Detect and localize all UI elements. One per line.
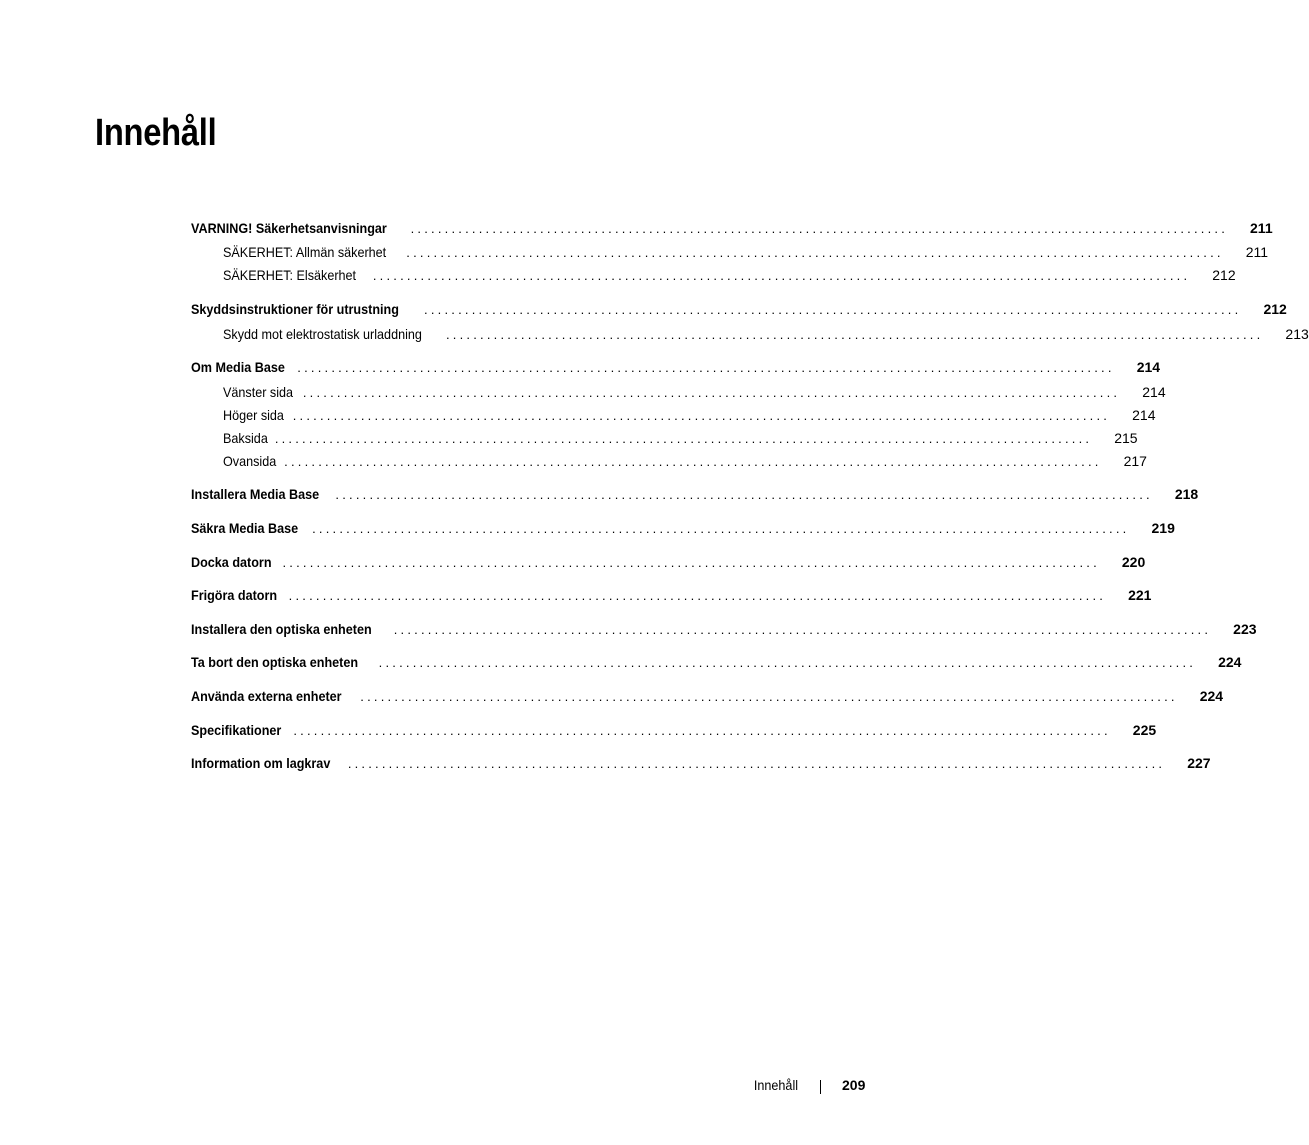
footer-section-label: Innehåll [753, 1077, 798, 1093]
toc-entry-title: Höger sida [223, 407, 284, 423]
toc-entry[interactable] [223, 242, 1269, 262]
toc-entry-page: 215 [1114, 430, 1138, 446]
toc-entry-title: SÄKERHET: Allmän säkerhet [223, 244, 387, 260]
toc-entry[interactable] [223, 451, 1147, 471]
toc-entry[interactable] [223, 428, 1138, 448]
toc-entry-page: 225 [1132, 722, 1157, 738]
toc-entry-title: Om Media Base [191, 359, 285, 375]
toc-entry-title: VARNING! Säkerhetsanvisningar [191, 220, 387, 236]
toc-entry-page: 211 [1250, 220, 1273, 236]
toc-entry-title: Docka datorn [191, 554, 272, 570]
footer-page-number: 209 [842, 1077, 866, 1093]
toc-entry-title: Säkra Media Base [191, 520, 299, 536]
toc-entry-title: Använda externa enheter [191, 688, 342, 704]
toc-entry[interactable] [191, 357, 1161, 377]
toc-entry-page: 224 [1199, 688, 1224, 704]
toc-entry-page: 224 [1218, 654, 1242, 670]
toc-entry-page: 214 [1132, 407, 1156, 423]
toc-entry-page: 221 [1128, 587, 1152, 603]
leader-dots: ........................................................................................................................ [446, 327, 1264, 342]
toc-entry-page: 213 [1285, 326, 1309, 342]
toc-entry-page: 214 [1136, 359, 1161, 375]
leader-dots: ........................................................................................................................ [410, 221, 1229, 236]
toc-entry-title: SÄKERHET: Elsäkerhet [223, 267, 357, 283]
page-footer [0, 1077, 954, 1097]
toc-entry-title: Information om lagkrav [191, 755, 331, 771]
leader-dots: ........................................................................................................................ [312, 521, 1130, 536]
leader-dots: ........................................................................................................................ [393, 622, 1212, 637]
toc-entry[interactable] [223, 405, 1156, 425]
toc-entry-page: 227 [1187, 755, 1211, 771]
toc-entry-page: 220 [1121, 554, 1146, 570]
toc-entry[interactable] [191, 619, 1257, 639]
toc-entry-title: Specifikationer [191, 722, 282, 738]
toc-entry-page: 219 [1151, 520, 1175, 536]
leader-dots: ........................................................................................................................ [347, 756, 1166, 771]
toc-entry-title: Vänster sida [223, 384, 294, 400]
leader-dots: ........................................................................................................................ [360, 689, 1178, 704]
toc-entry[interactable] [191, 299, 1287, 319]
toc-entry-title: Skyddsinstruktioner för utrustning [191, 301, 399, 317]
leader-dots: ........................................................................................................................ [288, 588, 1107, 603]
toc-entry[interactable] [191, 484, 1199, 504]
toc-entry-title: Ovansida [223, 453, 277, 469]
toc-entry[interactable] [191, 218, 1273, 238]
toc-entry[interactable] [191, 552, 1146, 572]
toc-entry-title: Installera Media Base [191, 486, 320, 502]
toc-entry[interactable] [223, 324, 1309, 344]
leader-dots: ........................................................................................................................ [372, 268, 1191, 283]
toc-entry-page: 223 [1233, 621, 1257, 637]
toc-entry-page: 212 [1212, 267, 1236, 283]
leader-dots: ........................................................................................................................ [424, 302, 1242, 317]
leader-dots: ........................................................................................................................ [335, 487, 1153, 502]
toc-entry[interactable] [191, 686, 1224, 706]
toc-entry-title: Frigöra datorn [191, 587, 278, 603]
toc-entry-title: Installera den optiska enheten [191, 621, 372, 637]
page-title: Innehåll [95, 112, 217, 154]
toc-entry-title: Baksida [223, 430, 268, 446]
toc-entry-page: 214 [1142, 384, 1166, 400]
footer-divider [820, 1080, 821, 1094]
toc-entry-title: Skydd mot elektrostatisk urladdning [223, 326, 422, 342]
toc-entry[interactable] [191, 652, 1242, 672]
leader-dots: ........................................................................................................................ [292, 408, 1111, 423]
toc-entry-page: 211 [1245, 244, 1269, 260]
leader-dots: ........................................................................................................................ [284, 454, 1102, 469]
leader-dots: ........................................................................................................................ [282, 555, 1100, 570]
toc-entry[interactable] [191, 585, 1152, 605]
toc-entry-page: 217 [1123, 453, 1147, 469]
leader-dots: ........................................................................................................................ [297, 360, 1115, 375]
toc-entry[interactable] [191, 720, 1157, 740]
toc-entry[interactable] [191, 518, 1175, 538]
toc-entry-title: Ta bort den optiska enheten [191, 654, 359, 670]
leader-dots: ........................................................................................................................ [293, 723, 1111, 738]
leader-dots: ........................................................................................................................ [406, 245, 1224, 260]
toc-entry[interactable] [223, 265, 1236, 285]
toc-entry-page: 218 [1174, 486, 1199, 502]
leader-dots: ........................................................................................................................ [274, 431, 1093, 446]
toc-entry[interactable] [223, 382, 1166, 402]
toc-entry-page: 212 [1263, 301, 1287, 317]
leader-dots: ........................................................................................................................ [302, 385, 1121, 400]
toc-entry[interactable] [191, 753, 1211, 773]
leader-dots: ........................................................................................................................ [378, 655, 1197, 670]
